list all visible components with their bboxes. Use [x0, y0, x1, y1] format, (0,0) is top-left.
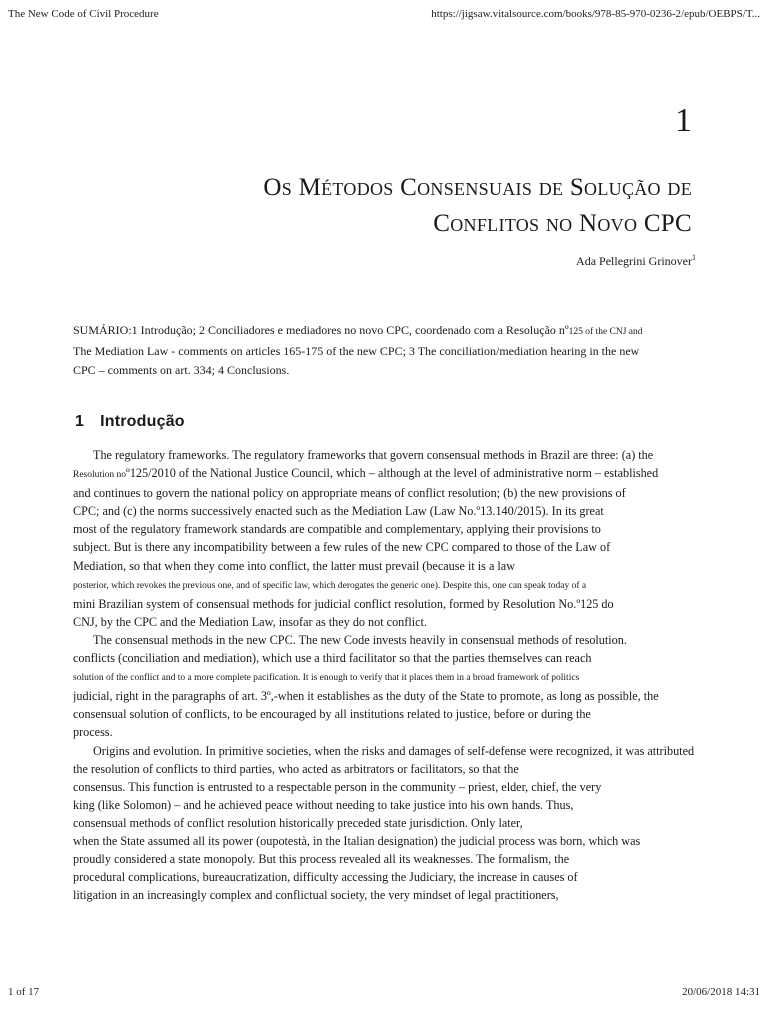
paragraph-line	[73, 723, 705, 741]
summary-line-2: The Mediation Law - comments on articles 165-175 of the new CPC; 3 The conciliation/mediation hearing in the new	[73, 344, 640, 358]
paragraph-line-text: procedural complications, bureaucratization, difficulty accessing the Judiciary, the increase in causes of	[73, 870, 578, 885]
paragraph-line	[73, 484, 705, 502]
paragraph	[73, 446, 705, 631]
paragraph-line	[73, 575, 705, 595]
author-footnote-link[interactable]: 1	[692, 253, 696, 262]
summary-line-1	[73, 321, 705, 342]
page-url: https://jigsaw.vitalsource.com/books/978-85-970-0236-2/epub/OEBPS/T...	[431, 8, 760, 20]
paragraph-line	[73, 613, 705, 631]
paragraph-line	[73, 832, 705, 850]
section-number: 1	[75, 413, 85, 430]
paragraph-line	[73, 649, 705, 667]
paragraph-line-text: most of the regulatory framework standards are compatible and complementary, applying their provisions to	[73, 522, 601, 537]
paragraph-line	[73, 631, 705, 649]
paragraph-line	[73, 886, 705, 904]
body-text	[73, 446, 705, 904]
paragraph-line-text: judicial, right in the paragraphs of art. 3º,-when it establishes as the duty of the State to promote, as long as possible, the	[73, 689, 659, 704]
author	[576, 253, 696, 269]
summary-line-3: CPC – comments on art. 334; 4 Conclusions.	[73, 363, 290, 377]
paragraph-line	[73, 464, 705, 484]
section-title: Introdução	[100, 413, 185, 430]
paragraph-line-text: process.	[73, 725, 113, 740]
page-counter: 1 of 17	[8, 986, 40, 998]
paragraph-line-text: mini Brazilian system of consensual methods for judicial conflict resolution, formed by Resolution No.º125 do	[73, 596, 614, 611]
paragraph	[73, 742, 705, 905]
paragraph-line-text: CNJ, by the CPC and the Mediation Law, insofar as they do not conflict.	[73, 614, 427, 629]
section-heading	[75, 413, 185, 431]
paragraph-line-small-text: posterior, which revokes the previous one, and of specific law, which derogates the generic one). Despite this, one can speak today of a	[73, 580, 587, 591]
paragraph-line	[73, 742, 705, 760]
paragraph-line-text: subject. But is there any incompatibility between a few rules of the new CPC compared to those of the Law of	[73, 540, 611, 555]
paragraph-line-small-text: solution of the conflict and to a more complete pacification. It is enough to verify that it places them in a broad framework of politics	[73, 673, 580, 684]
paragraph-line	[73, 446, 705, 464]
chapter-title-line-2: Conflitos no Novo CPC	[433, 210, 692, 237]
summary-text: SUMÁRIO:1 Introdução; 2 Conciliadores e mediadores no novo CPC, coordenado com a Resolução nº	[73, 323, 569, 337]
paragraph-line-text: Mediation, so that when they come into conflict, the latter must prevail (because it is a law	[73, 558, 516, 573]
print-datetime: 20/06/2018 14:31	[682, 986, 760, 998]
paragraph-line-text: king (like Solomon) – and he achieved peace without needing to take justice into his own hands. Thus,	[73, 797, 574, 812]
paragraph-line-text: litigation in an increasingly complex and conflictual society, the very mindset of legal practitioners,	[73, 888, 559, 903]
paragraph-line-text: The consensual methods in the new CPC. The new Code invests heavily in consensual methods of resolution.	[93, 632, 627, 647]
chapter-title-line-1: Os Métodos Consensuais de Solução de	[263, 174, 692, 201]
paragraph-line-text: conflicts (conciliation and mediation), which use a third facilitator so that the parties themselves can reach	[73, 651, 592, 666]
paragraph-line-text: CPC; and (c) the norms successively enacted such as the Mediation Law (Law No.º13.140/2015). In its great	[73, 504, 604, 519]
paragraph-line	[73, 814, 705, 832]
paragraph-line-text: Origins and evolution. In primitive societies, when the risks and damages of self-defense were recognized, it was attributed	[93, 743, 695, 758]
paragraph-line-text: and continues to govern the national policy on appropriate means of conflict resolution; (b) the new provisions of	[73, 486, 626, 501]
paragraph-line-text: proudly considered a state monopoly. But this process revealed all its weaknesses. The formalism, the	[73, 852, 570, 867]
paragraph-line	[73, 705, 705, 723]
paragraph-line-text: The regulatory frameworks. The regulatory frameworks that govern consensual methods in Brazil are three: (a) the	[93, 448, 654, 462]
paragraph-line-text: consensual solution of conflicts, to be encouraged by all institutions related to justice, before or during the	[73, 707, 591, 722]
paragraph-line	[73, 760, 705, 778]
chapter-title	[72, 170, 692, 242]
summary	[73, 321, 705, 380]
paragraph-line	[73, 595, 705, 613]
paragraph-line	[73, 667, 705, 687]
paragraph-line	[73, 778, 705, 796]
paragraph-line-text: consensual methods of conflict resolution historically preceded state jurisdiction. Only later,	[73, 815, 523, 830]
summary-text-small: 125 of the CNJ and	[568, 327, 643, 337]
book-title: The New Code of Civil Procedure	[8, 8, 159, 20]
paragraph	[73, 631, 705, 742]
paragraph-line	[73, 520, 705, 538]
paragraph-line	[73, 796, 705, 814]
paragraph-line	[73, 850, 705, 868]
paragraph-line	[73, 687, 705, 705]
paragraph-line-text: º125/2010 of the National Justice Council, which – although at the level of administrative norm – established	[126, 466, 659, 481]
paragraph-line	[73, 538, 705, 556]
chapter-number: 1	[675, 102, 692, 139]
paragraph-line-text: when the State assumed all its power (oupotestà, in the Italian designation) the judicial process was born, which was	[73, 833, 641, 848]
paragraph-line-text: consensus. This function is entrusted to a respectable person in the community – priest, elder, chief, the very	[73, 779, 602, 794]
paragraph-line	[73, 557, 705, 575]
author-name: Ada Pellegrini Grinover	[576, 254, 692, 268]
paragraph-line-small-text: Resolution no	[73, 470, 127, 481]
paragraph-line-text: the resolution of conflicts to third parties, who acted as arbitrators or facilitators, so that the	[73, 761, 519, 776]
paragraph-line	[73, 868, 705, 886]
paragraph-line	[73, 502, 705, 520]
